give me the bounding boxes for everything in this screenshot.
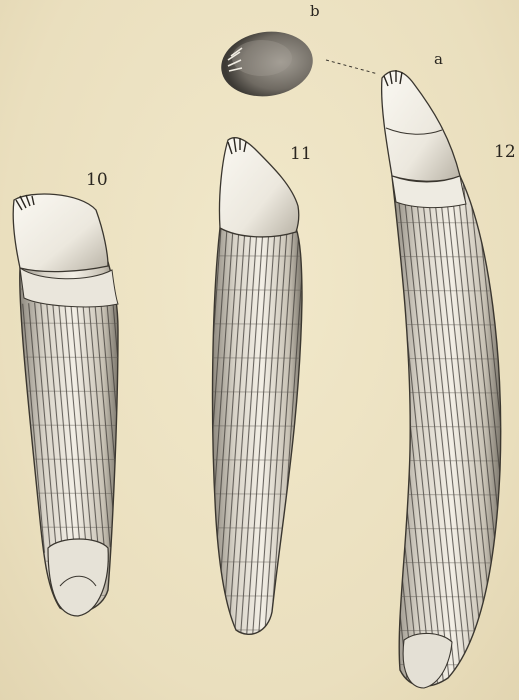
label-b: b	[310, 2, 320, 20]
connector-line	[326, 60, 378, 74]
label-11: 11	[290, 144, 312, 164]
label-12: 12	[494, 142, 516, 162]
specimen-11	[125, 138, 374, 657]
specimen-b	[217, 26, 317, 102]
specimen-10	[0, 194, 211, 620]
specimen-12	[302, 70, 519, 700]
label-a: a	[434, 50, 443, 68]
label-10: 10	[86, 170, 108, 190]
